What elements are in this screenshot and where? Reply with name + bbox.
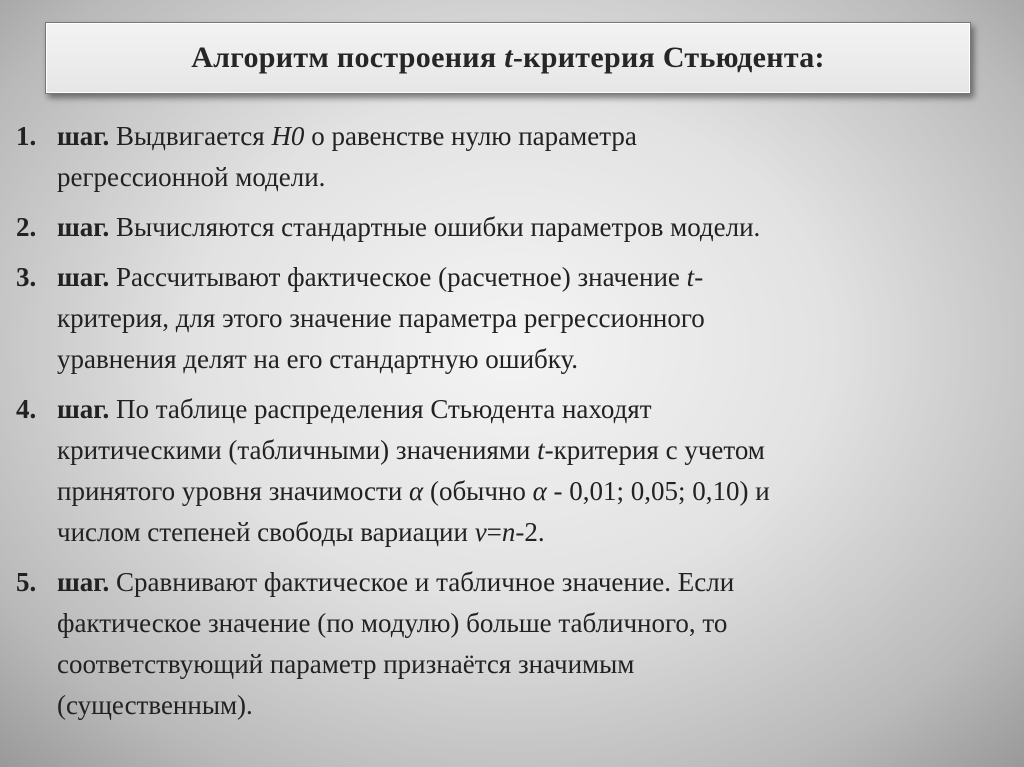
step-3 [16,257,1006,380]
step-4 [16,389,1006,553]
step-label: шаг. [57,394,110,424]
slide-title [191,41,825,75]
step-label: шаг. [57,121,110,151]
title-variable: t [504,41,513,74]
title-text-start: Алгоритм построения [191,41,505,74]
step-label: шаг. [57,212,110,242]
alpha-symbol: α [532,476,547,506]
t-symbol: t [686,262,695,292]
title-text-end: -критерия Стьюдента: [512,41,825,74]
step-label: шаг. [57,262,110,292]
step-number: 3. [16,262,37,292]
step-number: 1. [16,121,37,151]
step-text: шаг. Сравнивают фактическое и табличное значение. Если фактическое значение (по модулю) больше табличного, то соответствующий параметр признаётся значимым (существенным). [57,567,735,720]
nu-symbol: ν [474,517,487,547]
step-number: 2. [16,212,37,242]
step-1 [16,116,1006,198]
steps-list [16,116,1006,735]
t-symbol: t [537,435,545,465]
step-2 [16,207,1006,248]
step-number: 5. [16,567,37,597]
step-5 [16,562,1006,726]
hypothesis-symbol: Н0 [271,121,305,151]
step-label: шаг. [57,567,110,597]
step-text: шаг. По таблице распределения Стьюдента находят критическими (табличными) значениями t-критерия с учетом принятого уровня значимости α (обычно α - 0,01; 0,05; 0,10) и числом степеней свободы вариации ν=n-2. [57,394,770,547]
step-text: шаг. Выдвигается Н0 о равенстве нулю параметра регрессионной модели. [57,121,637,192]
n-symbol: n [501,517,516,547]
step-text: шаг. Вычисляются стандартные ошибки параметров модели. [57,212,761,242]
alpha-symbol: α [409,476,424,506]
step-number: 4. [16,394,37,424]
title-box [45,22,971,94]
step-text: шаг. Рассчитывают фактическое (расчетное) значение t- критерия, для этого значение параметра регрессионного уравнения делят на его стандартную ошибку. [57,262,705,374]
